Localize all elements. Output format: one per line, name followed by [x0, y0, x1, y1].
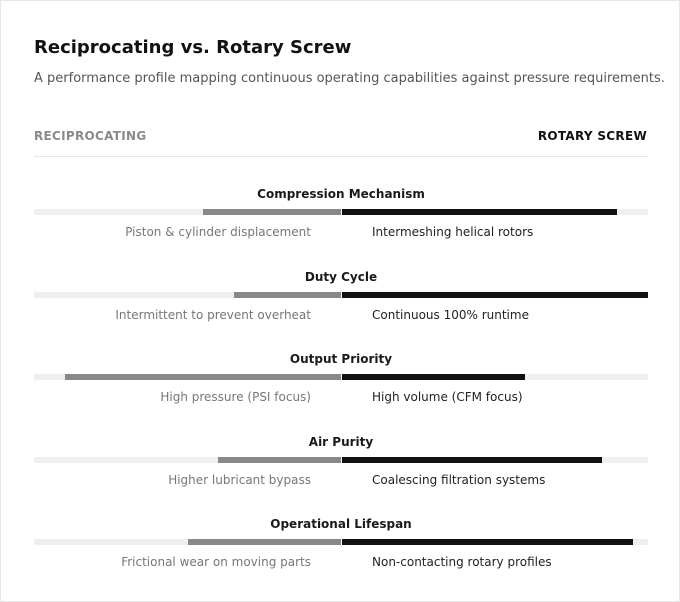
metric-row: [34, 352, 648, 422]
metric-label: Air Purity: [308, 434, 374, 449]
bar-reciprocating: [218, 457, 341, 463]
metric-label: Compression Mechanism: [257, 187, 425, 201]
bar-track: [34, 209, 648, 215]
legend-reciprocating: RECIPROCATING: [34, 129, 147, 143]
bar-reciprocating: [65, 374, 341, 380]
reciprocating-description: Frictional wear on moving parts: [121, 555, 311, 569]
reciprocating-description: High pressure (PSI focus): [160, 390, 311, 404]
rotary-screw-description: High volume (CFM focus): [372, 390, 523, 404]
bar-rotary-screw: [341, 374, 525, 380]
bar-track: [34, 292, 648, 298]
bar-rotary-screw: [341, 539, 633, 545]
chart-title: Reciprocating vs. Rotary Screw: [34, 37, 352, 58]
bar-rotary-screw: [341, 457, 602, 463]
center-divider: [341, 207, 342, 217]
metric-row: [34, 270, 648, 340]
legend-rotary-screw: ROTARY SCREW: [537, 129, 647, 143]
center-divider: [341, 372, 342, 382]
bar-track: [34, 374, 648, 380]
metric-label: Duty Cycle: [304, 269, 378, 284]
metric-label: Operational Lifespan: [270, 517, 412, 531]
metric-row: [34, 517, 648, 587]
center-divider: [341, 290, 342, 300]
metric-row: [34, 435, 648, 505]
bar-reciprocating: [188, 539, 342, 545]
chart-subtitle: A performance profile mapping continuous operating capabilities against pressure requirements.: [34, 71, 665, 86]
reciprocating-description: Piston & cylinder displacement: [125, 225, 311, 239]
reciprocating-description: Intermittent to prevent overheat: [115, 307, 311, 322]
rotary-screw-description: Continuous 100% runtime: [372, 307, 529, 322]
rotary-screw-description: Non-contacting rotary profiles: [372, 555, 552, 569]
center-divider: [341, 537, 342, 547]
bar-rotary-screw: [341, 209, 617, 215]
reciprocating-description: Higher lubricant bypass: [168, 472, 311, 487]
center-divider: [341, 455, 342, 465]
bar-track: [34, 457, 648, 463]
header-divider: [34, 156, 648, 157]
bar-reciprocating: [203, 209, 341, 215]
bar-rotary-screw: [341, 292, 648, 298]
metric-label: Output Priority: [289, 352, 393, 366]
bar-track: [34, 539, 648, 545]
metric-row: [34, 187, 648, 257]
rotary-screw-description: Coalescing filtration systems: [372, 472, 546, 487]
rotary-screw-description: Intermeshing helical rotors: [372, 225, 534, 239]
bar-reciprocating: [234, 292, 341, 298]
